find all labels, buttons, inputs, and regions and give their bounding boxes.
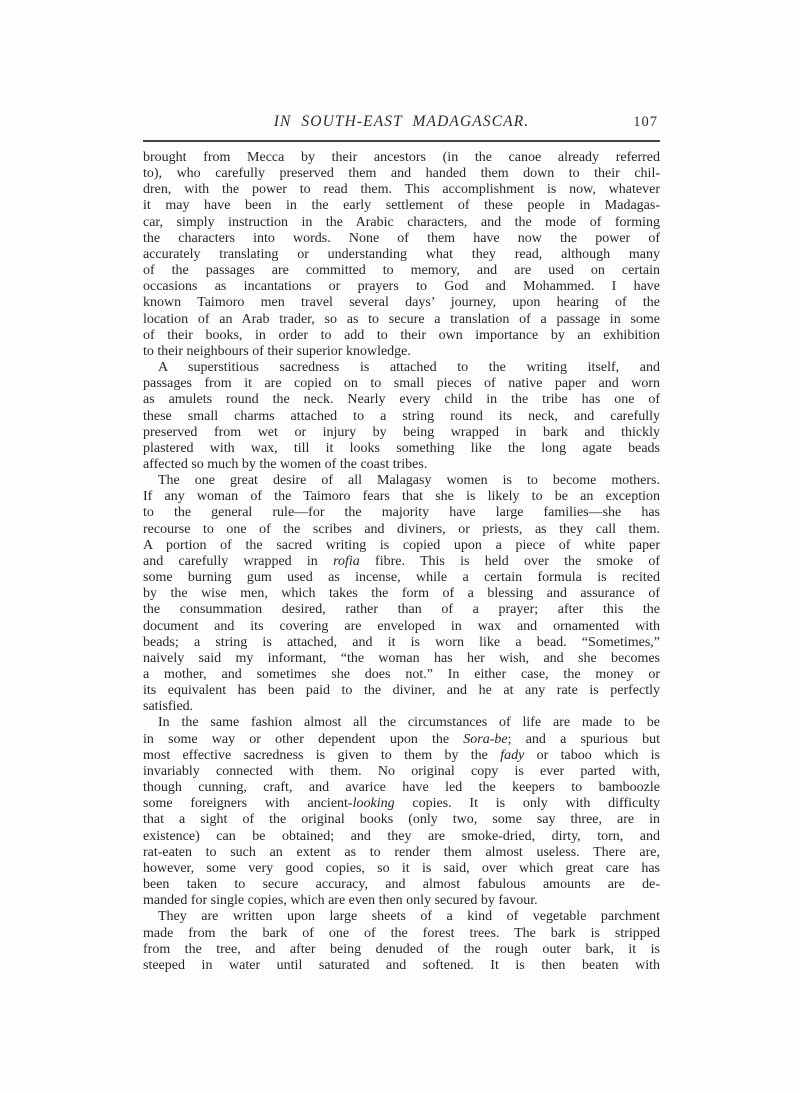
text-line [143, 522, 660, 538]
text-run: accurately translating or understanding what they read, although many [143, 246, 660, 262]
text-line [143, 344, 660, 360]
text-line [143, 715, 660, 731]
text-run: naively said my informant, “the woman has her wish, and she becomes [143, 650, 660, 666]
text-line [143, 845, 660, 861]
text-run: its equivalent has been paid to the diviner, and he at any rate is perfectly [143, 683, 660, 699]
text-line [143, 958, 660, 974]
text-line [143, 861, 660, 877]
text-line [143, 457, 660, 473]
text-line [143, 732, 660, 748]
text-run: though cunning, craft, and avarice have led the keepers to bamboozle [143, 780, 660, 796]
text-run: recourse to one of the scribes and diviners, or priests, as they call them. [143, 521, 660, 537]
text-run: satisfied. [143, 699, 194, 715]
text-run: as amulets round the neck. Nearly every child in the tribe has one of [143, 392, 660, 408]
text-line [143, 392, 660, 408]
text-line [143, 877, 660, 893]
text-run: from the tree, and after being denuded of the rough outer bark, it is [143, 941, 660, 957]
text-run: that a sight of the original books (only two, some say three, are in [143, 812, 660, 828]
text-run: car, simply instruction in the Arabic characters, and the mode of forming [143, 214, 660, 230]
text-line [143, 489, 660, 505]
text-block [143, 150, 660, 974]
text-run: A portion of the sacred writing is copied upon a piece of white paper [143, 537, 660, 553]
text-line [143, 586, 660, 602]
text-line [143, 328, 660, 344]
text-line [143, 215, 660, 231]
text-run: to their neighbours of their superior knowledge. [143, 343, 411, 359]
text-run: these small charms attached to a string round its neck, and carefully [143, 408, 660, 424]
text-line [143, 764, 660, 780]
italic-term: fady [500, 747, 525, 763]
paragraph [143, 909, 660, 974]
text-run: fibre. This is held over the smoke of [359, 553, 660, 569]
text-line [143, 942, 660, 958]
text-line [143, 780, 660, 796]
text-run: copies. It is only with difficulty [394, 796, 660, 812]
text-line [143, 425, 660, 441]
text-run: the characters into words. None of them have now the power of [143, 230, 660, 246]
text-run: some burning gum used as incense, while a certain formula is recited [143, 570, 660, 586]
text-line [143, 231, 660, 247]
text-line [143, 295, 660, 311]
text-line [143, 796, 660, 812]
text-run: location of an Arab trader, so as to secure a translation of a passage in some [143, 311, 660, 327]
text-line [143, 166, 660, 182]
text-line [143, 635, 660, 651]
text-run: known Taimoro men travel several days’ journey, upon hearing of the [143, 295, 660, 311]
text-run: it may have been in the early settlement of these people in Madagas- [143, 198, 660, 214]
text-run: ; and a spurious but [507, 731, 661, 747]
text-line [143, 651, 660, 667]
text-run: or taboo which is [524, 747, 660, 763]
italic-term: looking [352, 796, 395, 812]
text-line [143, 441, 660, 457]
text-run: and carefully wrapped in [143, 553, 334, 569]
text-run: by the wise men, which takes the form of a blessing and assurance of [143, 586, 660, 602]
text-run: the consummation desired, rather than of a prayer; after this the [143, 602, 660, 618]
text-run: affected so much by the women of the coast tribes. [143, 456, 428, 472]
paragraph [143, 473, 660, 715]
text-line [143, 893, 660, 909]
text-run: in some way or other dependent upon the [143, 731, 464, 747]
text-run: of the passages are committed to memory, and are used on certain [143, 263, 660, 279]
text-run: In the same fashion almost all the circumstances of life are made to be [158, 715, 660, 731]
text-run: plastered with wax, till it looks something like the long agate beads [143, 440, 660, 456]
text-run: document and its covering are enveloped in wax and ornamented with [143, 618, 660, 634]
text-run: dren, with the power to read them. This accomplishment is now, whatever [143, 182, 660, 198]
text-line [143, 247, 660, 263]
text-line [143, 198, 660, 214]
text-run: They are written upon large sheets of a kind of vegetable parchment [158, 909, 660, 925]
text-run: however, some very good copies, so it is said, over which great care has [143, 860, 660, 876]
text-run: steeped in water until saturated and softened. It is then beaten with [143, 957, 660, 973]
text-run: brought from Mecca by their ancestors (in the canoe already referred [143, 150, 660, 165]
page-number: 107 [633, 114, 658, 130]
italic-term: rofia [333, 553, 360, 569]
text-line [143, 619, 660, 635]
text-line [143, 473, 660, 489]
header-rule [143, 140, 660, 142]
text-run: passages from it are copied on to small pieces of native paper and worn [143, 376, 660, 392]
text-line [143, 409, 660, 425]
text-line [143, 812, 660, 828]
text-run: a mother, and sometimes she does not.” In either case, the money or [143, 667, 660, 682]
paragraph [143, 360, 660, 473]
text-run: invariably connected with them. No original copy is ever parted with, [143, 763, 660, 779]
text-line [143, 263, 660, 279]
italic-term: Sora-be [463, 731, 508, 747]
running-head [143, 113, 660, 135]
text-line [143, 699, 660, 715]
text-run: of their books, in order to add to their own importance by an exhibition [143, 327, 660, 343]
text-run: to), who carefully preserved them and handed them down to their chil- [143, 166, 660, 182]
text-run: occasions as incantations or prayers to God and Mohammed. I have [143, 279, 660, 295]
text-line [143, 279, 660, 295]
page-title: IN SOUTH-EAST MADAGASCAR. [273, 113, 530, 130]
text-line [143, 909, 660, 925]
text-line [143, 182, 660, 198]
paragraph [143, 150, 660, 360]
text-line [143, 570, 660, 586]
text-line [143, 829, 660, 845]
text-run: If any woman of the Taimoro fears that she is likely to be an exception [143, 489, 660, 505]
text-run: some foreigners with ancient- [143, 796, 353, 812]
text-line [143, 150, 660, 166]
text-line [143, 667, 660, 683]
text-line [143, 602, 660, 618]
text-run: manded for single copies, which are even then only secured by favour. [143, 893, 538, 909]
text-line [143, 505, 660, 521]
paragraph [143, 715, 660, 909]
text-line [143, 926, 660, 942]
text-line [143, 748, 660, 764]
text-line [143, 376, 660, 392]
text-line [143, 538, 660, 554]
text-line [143, 360, 660, 376]
text-line [143, 312, 660, 328]
text-run: made from the bark of one of the forest trees. The bark is stripped [143, 925, 660, 941]
text-line [143, 554, 660, 570]
text-run: most effective sacredness is given to them by the [143, 747, 501, 763]
text-run: rat-eaten to such an extent as to render them almost useless. There are, [143, 844, 660, 860]
text-run: preserved from wet or injury by being wrapped in bark and thickly [143, 424, 660, 440]
text-run: A superstitious sacredness is attached to the writing itself, and [158, 360, 660, 376]
text-run: beads; a string is attached, and it is worn like a bead. “Sometimes,” [143, 634, 660, 650]
text-run: existence) can be obtained; and they are smoke-dried, dirty, torn, and [143, 828, 660, 844]
text-run: to the general rule—for the majority have large families—she has [143, 505, 660, 521]
text-run: The one great desire of all Malagasy women is to become mothers. [158, 473, 660, 489]
text-run: been taken to secure accuracy, and almost fabulous amounts are de- [143, 877, 660, 893]
text-line [143, 683, 660, 699]
